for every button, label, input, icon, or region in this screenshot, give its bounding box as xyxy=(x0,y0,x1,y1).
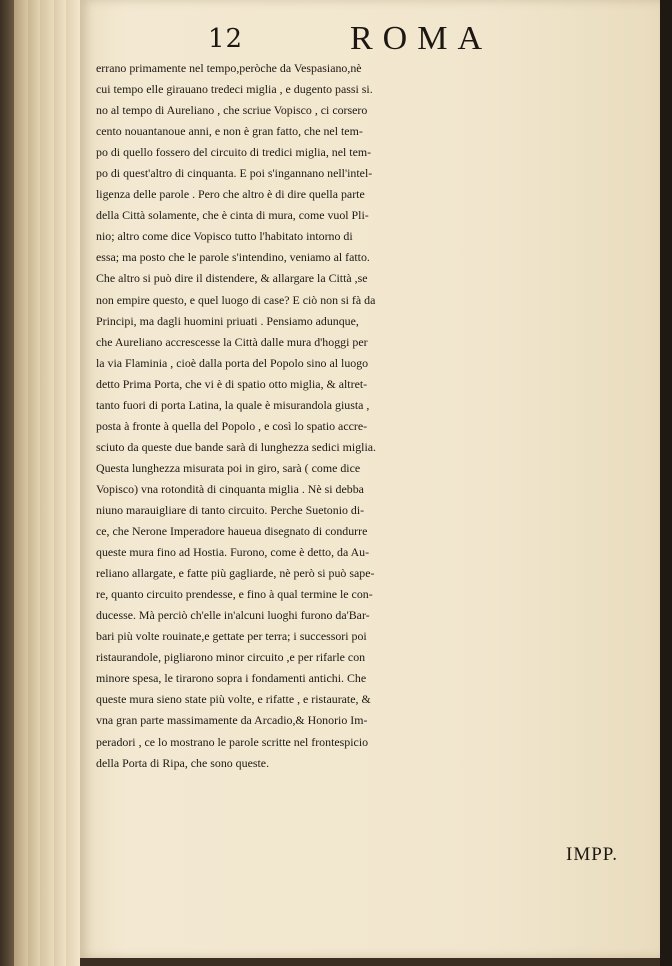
text-line: errano primamente nel tempo,peròche da Vespasiano,nè xyxy=(96,61,362,75)
text-line: Che altro si può dire il distendere, & allargare la Città ,se xyxy=(96,271,368,286)
text-line: queste mura sieno state più volte, e rifatte , e ristaurate, & xyxy=(96,692,371,707)
page-edge xyxy=(40,0,55,966)
text-line: re, quanto circuito prendesse, e fino à qual termine le con- xyxy=(96,587,373,602)
text-line: queste mura fino ad Hostia. Furono, come è detto, da Au- xyxy=(96,545,370,560)
text-line: minore spesa, le tirarono sopra i fondamenti antichi. Che xyxy=(96,671,367,686)
text-line: la via Flaminia , cioè dalla porta del Popolo sino al luogo xyxy=(96,355,369,370)
text-line: no al tempo di Aureliano , che scriue Vopisco , ci corsero xyxy=(96,103,368,118)
text-line: ducesse. Mà perciò ch'elle in'alcuni luoghi furono da'Bar- xyxy=(96,608,370,623)
page-edge xyxy=(66,0,81,966)
text-line: che Aureliano accrescesse la Città dalle mura d'hoggi per xyxy=(96,334,368,349)
text-line: vna gran parte massimamente da Arcadio,& Honorio Im- xyxy=(96,713,368,728)
page-edge xyxy=(14,0,28,966)
text-line: niuno marauigliare di tanto circuito. Perche Suetonio di- xyxy=(96,502,365,517)
page-bottom-edge xyxy=(80,958,660,966)
page-number: 12 xyxy=(208,24,244,54)
text-line: ce, che Nerone Imperadore haueua disegnato di condurre xyxy=(96,524,368,539)
text-line: Questa lunghezza misurata poi in giro, sarà ( come dice xyxy=(96,460,361,475)
text-line: della Città solamente, che è cinta di mura, come vuol Pli- xyxy=(96,208,369,223)
page-shadow xyxy=(660,0,672,966)
text-line: Principi, ma dagli huomini priuati . Pensiamo adunque, xyxy=(96,313,359,328)
text-line: Vopisco) vna rotondità di cinquanta miglia . Nè si debba xyxy=(96,481,364,496)
catchword: IMPP. xyxy=(566,844,618,865)
text-line: po di quello fossero del circuito di tredici miglia, nel tem- xyxy=(96,145,372,160)
text-line: po di quest'altro di cinquanta. E poi s'ingannano nell'intel- xyxy=(96,166,373,181)
text-line: tanto fuori di porta Latina, la quale è misurandola giusta , xyxy=(96,397,370,412)
body-text xyxy=(96,58,656,774)
book-cover-edge xyxy=(0,0,14,966)
text-line: non empire questo, e quel luogo di case? E ciò non si fà da xyxy=(96,292,376,307)
text-line: reliano allargate, e fatte più gagliarde, nè però si può sape- xyxy=(96,566,375,581)
text-line: cento nouantanoue anni, e non è gran fatto, che nel tem- xyxy=(96,124,363,139)
text-line: posta à fronte à quella del Popolo , e così lo spatio accre- xyxy=(96,418,368,433)
text-line: ligenza delle parole . Pero che altro è di dire quella parte xyxy=(96,187,365,202)
text-line: cui tempo elle girauano tredeci miglia , e dugento passi si. xyxy=(96,82,373,97)
text-line: della Porta di Ripa, che sono queste. xyxy=(96,755,270,770)
text-line: peradori , ce lo mostrano le parole scritte nel frontespicio xyxy=(96,734,369,749)
text-line: detto Prima Porta, che vi è di spatio otto miglia, & altret- xyxy=(96,376,368,391)
text-line: ristaurandole, pigliarono minor circuito ,e per rifarle con xyxy=(96,650,366,665)
page-header xyxy=(80,20,660,56)
text-line: sciuto da queste due bande sarà di lunghezza sedici miglia. xyxy=(96,439,376,454)
text-line: bari più volte rouinate,e gettate per terra; i successori poi xyxy=(96,629,367,644)
text-line: essa; ma posto che le parole s'intendino, veniamo al fatto. xyxy=(96,250,370,265)
text-line: nio; altro come dice Vopisco tutto l'habitato intorno di xyxy=(96,229,353,244)
running-title: ROMA xyxy=(350,20,493,57)
